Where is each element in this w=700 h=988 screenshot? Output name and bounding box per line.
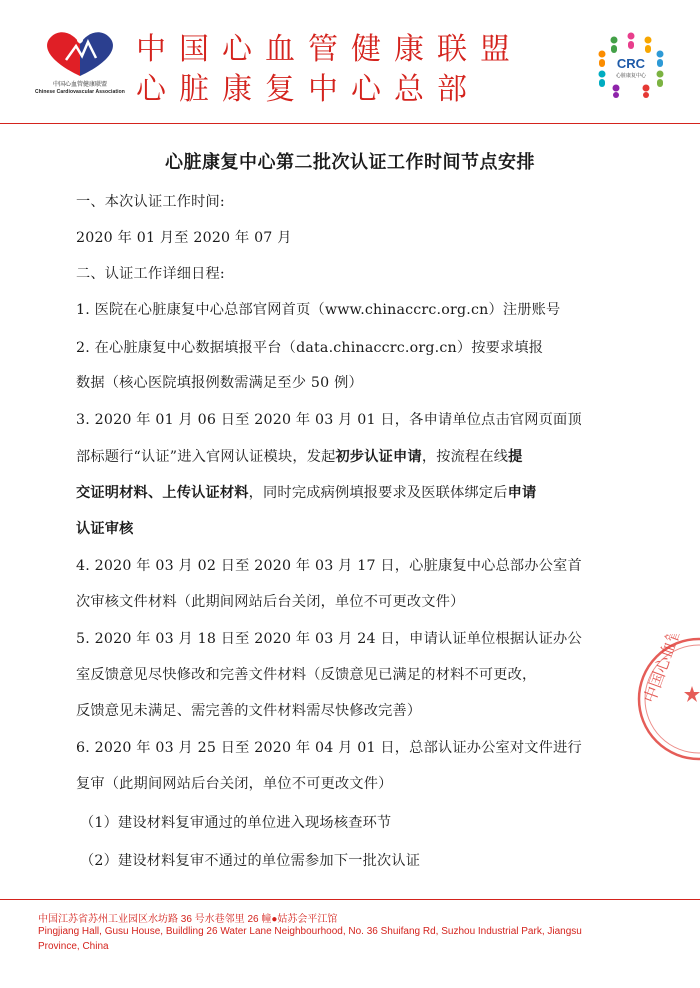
- schedule-item-3-line3: [76, 482, 624, 502]
- header-divider: [0, 123, 700, 124]
- footer-address-en-line2: Province, China: [38, 941, 109, 952]
- item3-text-a: 部标题行“认证”进入官网认证模块，发起: [76, 449, 336, 465]
- schedule-item-4-line2: 次审核文件材料（此期间网站后台关闭，单位不可更改文件）: [76, 594, 465, 610]
- logo-en-text: Chinese Cardiovascular Association: [35, 89, 125, 95]
- work-period: 2020 年 01 月至 2020 年 07 月: [76, 230, 292, 246]
- schedule-item-1: 1. 医院在心脏康复中心总部官网首页（www.chinaccrc.org.cn）注册账号: [76, 302, 561, 318]
- footer-address-cn: 中国江苏省苏州工业园区水坊路 36 号水巷邻里 26 幢●姑苏会平江馆: [38, 914, 338, 925]
- schedule-item-2-line1: 2. 在心脏康复中心数据填报平台（data.chinaccrc.org.cn）按要求填报: [76, 340, 544, 356]
- crc-people-ring-icon: [592, 30, 670, 100]
- crc-logo-text: CRC: [616, 56, 646, 71]
- schedule-item-3-line1: 3. 2020 年 01 月 06 日至 2020 年 03 月 01 日，各申请单位点击官网页面顶: [76, 412, 582, 428]
- footer-divider: [0, 899, 700, 900]
- heart-hands-icon: [30, 26, 130, 82]
- item3-bold-apply: 申请: [507, 485, 537, 501]
- schedule-item-3-line4: 认证审核: [76, 521, 134, 537]
- crc-logo: [592, 30, 670, 100]
- schedule-item-3-line2: [76, 446, 624, 466]
- schedule-item-2-line2: 数据（核心医院填报例数需满足至少 50 例）: [76, 375, 363, 391]
- schedule-item-4-line1: 4. 2020 年 03 月 02 日至 2020 年 03 月 17 日，心脏康复中心总部办公室首: [76, 558, 582, 574]
- item3-text-c: ，同时完成病例填报要求及医联体绑定后: [248, 485, 508, 501]
- association-logo: [30, 26, 130, 104]
- item3-text-b: ，按流程在线: [421, 449, 509, 465]
- logo-cn-text: 中国心血管健康联盟: [52, 82, 107, 88]
- sub-item-2: （2）建设材料复审不通过的单位需参加下一批次认证: [80, 853, 421, 869]
- document-title: 心脏康复中心第二批次认证工作时间节点安排: [165, 152, 535, 173]
- sub-item-1: （1）建设材料复审通过的单位进入现场核查环节: [80, 815, 392, 831]
- schedule-item-5-line2: 室反馈意见尽快修改和完善文件材料（反馈意见已满足的材料不可更改，: [76, 667, 537, 683]
- schedule-item-5-line3: 反馈意见未满足、需完善的文件材料需尽快修改完善）: [76, 703, 422, 719]
- item3-bold-submit: 提: [508, 449, 523, 465]
- seal-text: 中国心血管: [639, 634, 686, 706]
- item3-bold-materials: 交证明材料、上传认证材料: [76, 485, 249, 501]
- crc-logo-subtext: 心脏康复中心: [615, 73, 647, 79]
- schedule-item-6-line2: 复审（此期间网站后台关闭，单位不可更改文件）: [76, 776, 393, 792]
- section1-heading: 一、本次认证工作时间:: [76, 194, 225, 210]
- org-name-line1: 中国心血管健康联盟: [136, 32, 523, 67]
- item3-bold-initial-application: 初步认证申请: [335, 449, 422, 465]
- official-seal: [634, 634, 700, 764]
- org-name-line2: 心脏康复中心总部: [136, 72, 480, 107]
- seal-star-icon: [684, 686, 700, 702]
- footer-address-en-line1: Pingjiang Hall, Gusu House, Buildling 26 Water Lane Neighbourhood, No. 36 Shuifang Rd, Suzhou Industrial Park, Jiangsu: [38, 926, 582, 937]
- schedule-item-6-line1: 6. 2020 年 03 月 25 日至 2020 年 04 月 01 日，总部认证办公室对文件进行: [76, 740, 582, 756]
- letterhead: [0, 0, 700, 124]
- schedule-item-5-line1: 5. 2020 年 03 月 18 日至 2020 年 03 月 24 日，申请认证单位根据认证办公: [76, 631, 582, 647]
- section2-heading: 二、认证工作详细日程:: [76, 266, 225, 282]
